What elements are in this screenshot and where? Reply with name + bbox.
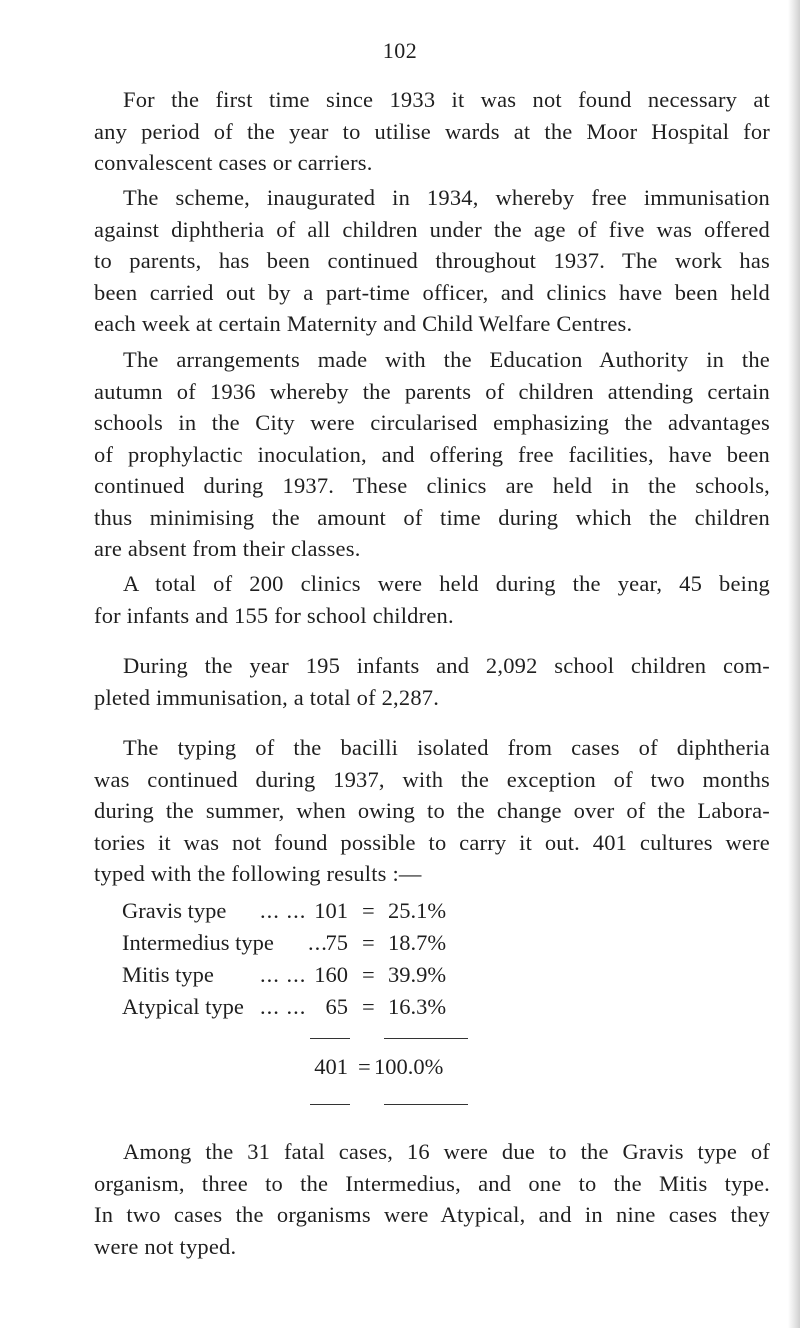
row-leader-dots: ... ... <box>260 994 307 1019</box>
count-sum-rule-bottom <box>310 1104 350 1105</box>
text-line: For the first time since 1933 it was not found necessary at <box>123 87 770 112</box>
table-row <box>122 994 722 1026</box>
page-number: 102 <box>382 38 418 63</box>
text-line: In two cases the organisms were Atypical, and in nine cases they <box>94 1202 770 1227</box>
text-line: was continued during 1937, with the exception of two months <box>94 766 770 792</box>
count-sum-rule-top <box>310 1038 350 1039</box>
text-line: The scheme, inaugurated in 1934, whereby free immunisation <box>123 185 770 210</box>
text-line: any period of the year to utilise wards at the Moor Hospital for <box>94 118 770 144</box>
row-label: Mitis type <box>122 962 214 987</box>
row-percent: 18.7% <box>388 930 447 955</box>
text-line: during the summer, when owing to the change over of the Labora- <box>94 798 770 823</box>
text-line: been carried out by a part-time officer, and clinics have been held <box>94 279 770 305</box>
text-line: convalescent cases or carriers. <box>94 150 373 175</box>
table-row <box>122 962 722 994</box>
row-equals: = <box>362 898 375 923</box>
text-line: tories it was not found possible to carry it out. 401 cultures were <box>94 829 770 855</box>
text-line: each week at certain Maternity and Child Welfare Centres. <box>94 311 633 336</box>
text-line: The arrangements made with the Education Authority in the <box>123 347 770 372</box>
total-count: 401 <box>314 1054 348 1079</box>
table-row <box>122 930 722 962</box>
table-total-row <box>122 1054 722 1086</box>
text-line: During the year 195 infants and 2,092 school children com- <box>123 653 770 678</box>
text-line: autumn of 1936 whereby the parents of children attending certain <box>94 378 770 404</box>
row-label: Intermedius type <box>122 930 274 955</box>
paragraph-6 <box>94 732 770 890</box>
row-count: 65 <box>325 994 348 1019</box>
paragraph-7 <box>94 1136 770 1262</box>
row-percent: 25.1% <box>388 898 447 923</box>
text-line: were not typed. <box>94 1233 237 1259</box>
text-line: typed with the following results :— <box>94 861 422 886</box>
paragraph-3 <box>94 344 770 565</box>
text-line: for infants and 155 for school children. <box>94 602 454 628</box>
row-leader-dots: ... <box>308 930 328 955</box>
text-line: organism, three to the Intermedius, and one to the Mitis type. <box>94 1170 770 1196</box>
row-count: 75 <box>325 930 348 955</box>
row-equals: = <box>362 994 375 1019</box>
row-equals: = <box>362 930 375 955</box>
text-line: of prophylactic inoculation, and offering free facilities, have been <box>94 441 770 467</box>
text-line: A total of 200 clinics were held during the year, 45 being <box>123 571 770 596</box>
row-percent: 39.9% <box>388 962 447 987</box>
table-row <box>122 898 722 930</box>
percent-sum-rule-bottom <box>384 1104 468 1105</box>
text-line: continued during 1937. These clinics are held in the schools, <box>94 473 770 498</box>
total-percent: 100.0% <box>374 1054 444 1079</box>
text-line: Among the 31 fatal cases, 16 were due to the Gravis type of <box>123 1139 770 1164</box>
paragraph-4 <box>94 568 770 631</box>
row-label: Atypical type <box>122 994 244 1019</box>
text-line: against diphtheria of all children under the age of five was offered <box>94 216 770 242</box>
row-percent: 16.3% <box>388 994 447 1019</box>
row-count: 160 <box>314 962 348 987</box>
row-count: 101 <box>314 898 348 923</box>
row-leader-dots: ... ... <box>260 898 307 923</box>
text-line: are absent from their classes. <box>94 536 361 561</box>
text-line: thus minimising the amount of time during which the children <box>94 504 770 530</box>
text-line: to parents, has been continued throughout 1937. The work has <box>94 248 770 273</box>
row-leader-dots: ... ... <box>260 962 307 987</box>
text-line: The typing of the bacilli isolated from cases of diphtheria <box>123 735 770 760</box>
row-label: Gravis type <box>122 898 227 923</box>
text-line: schools in the City were circularised emphasizing the advantages <box>94 410 770 435</box>
total-equals: = <box>358 1054 371 1079</box>
row-equals: = <box>362 962 375 987</box>
paragraph-2 <box>94 182 770 340</box>
paragraph-5 <box>94 650 770 713</box>
page-edge-shadow <box>788 0 800 1328</box>
percent-sum-rule-top <box>384 1038 468 1039</box>
paragraph-1 <box>94 84 770 179</box>
text-line: pleted immunisation, a total of 2,287. <box>94 684 440 710</box>
